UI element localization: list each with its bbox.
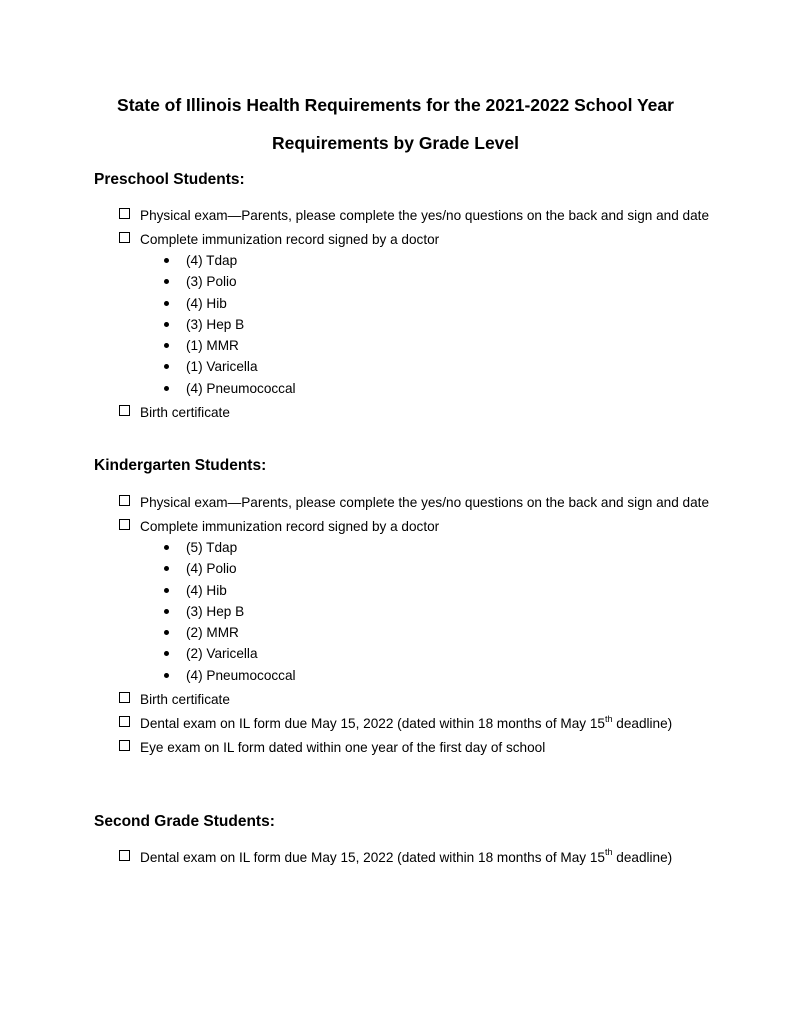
- checkbox[interactable]: [119, 850, 130, 861]
- document-title: State of Illinois Health Requirements for the 2021-2022 School Year: [117, 95, 674, 115]
- bullet-icon: [164, 545, 169, 550]
- list-item: [186, 580, 718, 601]
- list-item-label: (3) Polio: [186, 274, 237, 290]
- checklist-item: [118, 516, 718, 686]
- list-item-label: (4) Tdap: [186, 253, 238, 268]
- list-item-label: (5) Tdap: [186, 540, 238, 555]
- list-item-label: (1) MMR: [186, 338, 239, 354]
- list-item: [186, 356, 718, 377]
- bullet-icon: [164, 673, 169, 678]
- section-heading-kindergarten: Kindergarten Students:: [94, 457, 267, 474]
- list-item-label: (3) Hep B: [186, 316, 245, 332]
- checklist-item-label: Birth certificate: [140, 692, 230, 708]
- immunization-list: [140, 250, 718, 399]
- dental-exam-text: Dental exam on IL form due May 15, 2022 (dated within 18 months of May 15: [140, 850, 605, 865]
- list-item: [186, 293, 718, 314]
- list-item: [186, 643, 718, 664]
- ordinal-suffix: th: [604, 847, 613, 858]
- list-item-label: (4) Pneumococcal: [186, 380, 296, 396]
- bullet-icon: [164, 279, 169, 284]
- section-heading-preschool: Preschool Students:: [94, 171, 245, 188]
- list-item: [186, 378, 718, 399]
- dental-exam-text-end: deadline): [612, 850, 673, 865]
- section-heading-second-grade: Second Grade Students:: [94, 813, 275, 830]
- list-item: [186, 271, 718, 292]
- checklist-item: [118, 847, 718, 868]
- list-item-label: (2) MMR: [186, 625, 239, 641]
- dental-exam-text-end: deadline): [612, 716, 673, 732]
- list-item: [186, 601, 718, 622]
- checkbox[interactable]: [119, 519, 130, 530]
- list-item: [186, 314, 718, 335]
- list-item: [186, 558, 718, 579]
- list-item: [186, 537, 718, 558]
- list-item-label: (3) Hep B: [186, 603, 245, 619]
- ordinal-suffix: th: [604, 713, 613, 724]
- immunization-list: [140, 537, 718, 686]
- dental-exam-text: Dental exam on IL form due May 15, 2022 (dated within 18 months of May 15: [140, 716, 605, 732]
- checklist-item-label: [140, 713, 673, 732]
- checklist-preschool: [118, 205, 718, 426]
- checklist-item-label: Physical exam—Parents, please complete the yes/no questions on the back and sign and date: [140, 495, 710, 510]
- bullet-icon: [164, 588, 169, 593]
- list-item: [186, 335, 718, 356]
- list-item-label: (4) Hib: [186, 295, 227, 311]
- bullet-icon: [164, 386, 169, 391]
- list-item-label: (4) Polio: [186, 561, 237, 577]
- checkbox[interactable]: [119, 716, 130, 727]
- checklist-item: [118, 402, 718, 423]
- list-item: [186, 250, 718, 271]
- checklist-second-grade: [118, 847, 718, 871]
- bullet-icon: [164, 630, 169, 635]
- checkbox[interactable]: [119, 208, 130, 219]
- checkbox[interactable]: [119, 495, 130, 506]
- checkbox[interactable]: [119, 232, 130, 243]
- bullet-icon: [164, 566, 169, 571]
- checklist-kindergarten: [118, 492, 718, 761]
- checkbox[interactable]: [119, 405, 130, 416]
- document-subtitle: Requirements by Grade Level: [271, 133, 520, 153]
- bullet-icon: [164, 343, 169, 348]
- bullet-icon: [164, 301, 169, 306]
- bullet-icon: [164, 364, 169, 369]
- checkbox[interactable]: [119, 740, 130, 751]
- checklist-item: [118, 205, 718, 226]
- checklist-item: [118, 492, 718, 513]
- checklist-item: [118, 713, 718, 734]
- list-item-label: (2) Varicella: [186, 646, 258, 662]
- bullet-icon: [164, 651, 169, 656]
- bullet-icon: [164, 322, 169, 327]
- checklist-item: [118, 737, 718, 758]
- bullet-icon: [164, 609, 169, 614]
- list-item-label: (4) Hib: [186, 582, 227, 598]
- bullet-icon: [164, 258, 169, 263]
- checklist-item-label: Eye exam on IL form dated within one year of the first day of school: [140, 740, 546, 756]
- list-item-label: (1) Varicella: [186, 359, 258, 375]
- checklist-item-label: Complete immunization record signed by a doctor: [140, 519, 440, 534]
- list-item: [186, 665, 718, 686]
- checkbox[interactable]: [119, 692, 130, 703]
- list-item: [186, 622, 718, 643]
- checklist-item-label: Physical exam—Parents, please complete the yes/no questions on the back and sign and date: [140, 208, 710, 223]
- checklist-item-label: Birth certificate: [140, 405, 230, 421]
- checklist-item: [118, 689, 718, 710]
- checklist-item-label: Complete immunization record signed by a doctor: [140, 232, 440, 247]
- checklist-item-label: [140, 847, 673, 865]
- checklist-item: [118, 229, 718, 399]
- list-item-label: (4) Pneumococcal: [186, 667, 296, 683]
